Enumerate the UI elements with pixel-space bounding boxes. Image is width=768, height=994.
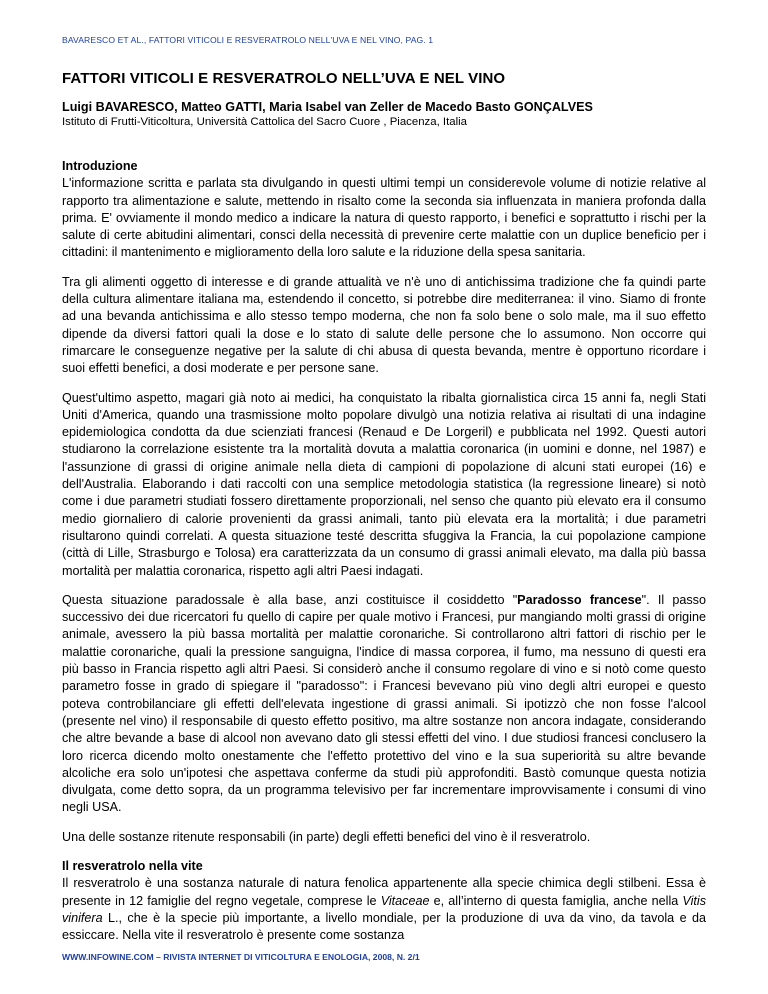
section-heading-introduzione: Introduzione — [62, 159, 138, 173]
running-head: BAVARESCO ET AL., FATTORI VITICOLI E RESVERATROLO NELL'UVA E NEL VINO, PAG. 1 — [62, 35, 434, 45]
paragraph-6-text-c: L., che è la specie più importante, a livello mondiale, per la produzione di uva da vino, da tavola e da essiccare. Nella vite il resveratrolo è presente come sostanza — [62, 910, 706, 943]
paragraph-4-text-a: Questa situazione paradossale è alla base, anzi costituisce il cosiddetto " — [62, 592, 518, 607]
paragraph-4 — [62, 592, 706, 817]
paragraph-6-text-a: Il resveratrolo è una sostanza naturale di natura fenolica appartenente alla specie chimica degli stilbeni. Essa è presente in 12 famiglie del regno vegetale, comprese le — [62, 876, 706, 908]
paragraph-2: Tra gli alimenti oggetto di interesse e di grande attualità ve n'è uno di antichissima tradizione che fa quindi parte della cultura alimentare italiana ma, estendendo il concetto, si potrebbe dire mediterranea: il vino. Siamo di fronte ad una bevanda antichissima e allo stesso tempo moderna, che non fa solo bene o solo male, ma il suo effetto dipende da diversi fattori quali la dose e lo stato di salute delle persone che lo assumono. Non occorre qui rimarcare le conseguenze negative per la salute di chi abusa di questa bevanda, mentre è opportuno ricordare i suoi effetti benefici, a dosi moderate e per persone sane. — [62, 274, 706, 376]
page-footer: WWW.INFOWINE.COM – RIVISTA INTERNET DI VITICOLTURA E ENOLOGIA, 2008, N. 2/1 — [62, 952, 420, 962]
article-body — [62, 70, 706, 944]
paragraph-6-text-b: e, all’interno di questa famiglia, anche nella — [429, 893, 683, 908]
paragraph-5: Una delle sostanze ritenute responsabili (in parte) degli effetti benefici del vino è il resveratrolo. — [62, 829, 591, 844]
section-heading-resveratrolo: Il resveratrolo nella vite — [62, 858, 203, 873]
paragraph-1: L'informazione scritta e parlata sta divulgando in questi ultimi tempi un considerevole volume di notizie relative al rapporto tra alimentazione e salute, mettendo in risalto come la seconda sia influenzata in maniera profonda dalla prima. E' ovviamente il mondo medico a indicare la natura di questo rapporto, i benefici e soprattutto i rischi per la salute di certe abitudini alimentari, consci della necessità di prevenire certe malattie con un duplice beneficio per i cittadini: il mantenimento e miglioramento della loro salute e la riduzione della spesa sanitaria. — [62, 176, 706, 260]
paradosso-francese-term: Paradosso francese — [517, 592, 642, 607]
paragraph-3: Quest'ultimo aspetto, magari già noto ai medici, ha conquistato la ribalta giornalistica circa 15 anni fa, negli Stati Uniti d'America, quando una trasmissione molto popolare divulgò una notizia relativa ai risultati di una indagine epidemiologica condotta da due scienziati francesi (Renaud e De Lorgeril) e pubblicata nel 1992. Questi autori studiarono la correlazione esistente tra la mortalità dovuta a malattia coronarica (in uomini e donne, nel 1987) e l'assunzione di grassi di origine animale nella dieta di campioni di popolazione di alcuni stati europei (16) e dell'Australia. Elaborando i dati raccolti con una semplice metodologia statistica (la regressione lineare) si notò come i due parametri studiati fossero direttamente proporzionali, nel senso che quanto più elevato era il consumo medio giornaliero di calorie provenienti da grassi animali, tanto più elevata era la mortalità; i due parametri risultarono quindi correlati. A questa situazione testé descritta sfuggiva la Francia, la cui popolazione campione (città di Lille, Strasburgo e Tolosa) era caratterizzata da un consumo di grassi animali elevato, ma dalla più bassa mortalità per malattia coronarica, rispetto agli altri Paesi indagati. — [62, 390, 706, 578]
vitaceae-term: Vitaceae — [380, 893, 430, 908]
vitis-vinifera-term: Vitis vinifera — [62, 893, 706, 925]
article-authors: Luigi BAVARESCO, Matteo GATTI, Maria Isabel van Zeller de Macedo Basto GONÇALVES — [62, 100, 593, 114]
article-affiliation: Istituto di Frutti-Viticoltura, Università Cattolica del Sacro Cuore , Piacenza, Italia — [62, 116, 467, 128]
paragraph-4-text-b: ". Il passo successivo dei due ricercatori fu quello di capire per quale motivo i Francesi, pur mangiando molti grassi di origine animale, avessero la più bassa mortalità per malattie coronariche. Si controllarono altri fattori di rischio per le malattie coronariche, quali la pressione sanguigna, l'indice di massa corporea, il fumo, ma nessuno di questi era più basso in Francia rispetto agli altri Paesi. Si considerò anche il consumo regolare di vino e si notò come questo parametro fosse in grado di spiegare il "paradosso": i Francesi bevevano più vino degli altri europei e questo poteva controbilanciare gli effetti dell'elevata ingestione di grassi animali. Si ipotizzò che non fosse l'alcool (presente nel vino) il responsabile di questo effetto positivo, ma altre sostanze non ancora indagate, considerando che altre bevande a base di alcool non avevano dato gli stessi effetti del vino. I due studiosi francesi conclusero la loro ricerca dicendo molto onestamente che l'effetto protettivo del vino e la sua superiorità su altre bevande alcoliche era solo un'ipotesi che aspettava conferme da studi più approfonditi. Bastò comunque questa notizia divulgata, come detto sopra, da un programma televisivo per far incrementare improvvisamente i consumi di vino negli USA. — [62, 592, 706, 815]
article-title: FATTORI VITICOLI E RESVERATROLO NELL’UVA E NEL VINO — [62, 70, 506, 87]
paragraph-6 — [62, 875, 706, 944]
